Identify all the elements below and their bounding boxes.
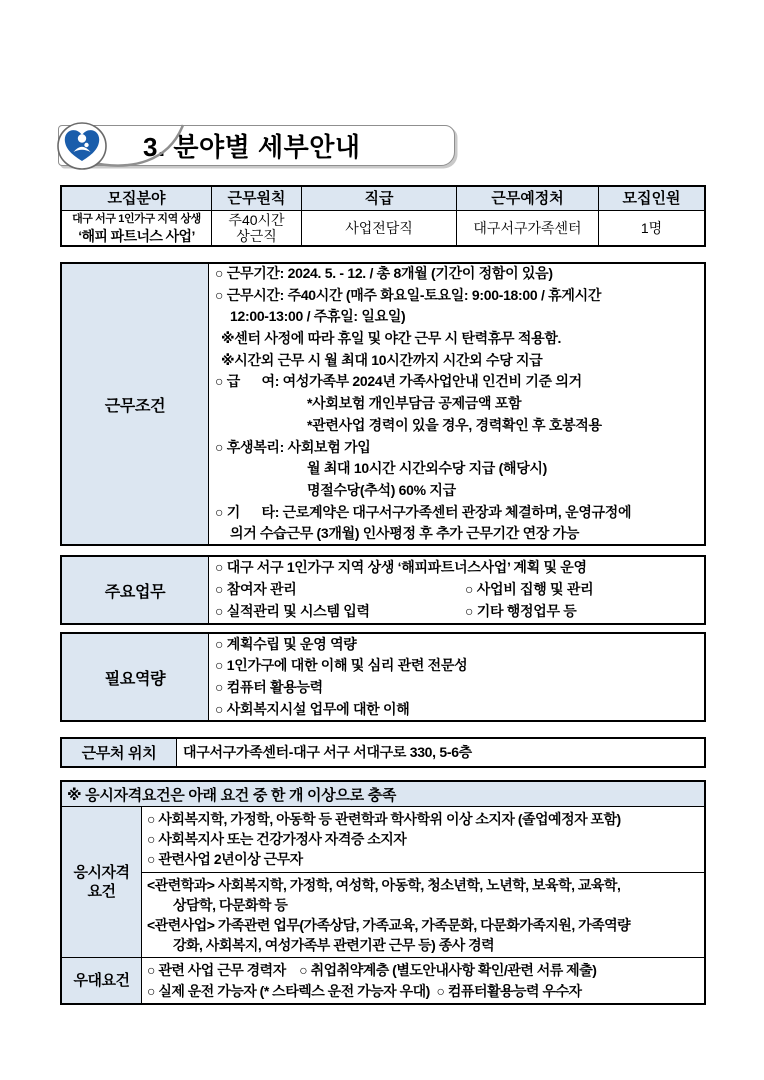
section-label-eligibility (62, 807, 142, 957)
related-line: <관련사업> 가족관련 업무(가족상담, 가족교육, 가족문화, 다문화가족지원, 가족역량 (147, 917, 631, 934)
requirement-line: ○ 관련사업 2년이상 근무자 (147, 851, 303, 868)
duty-line: ○ 사업비 집행 및 관리 (465, 581, 594, 598)
competency-line: ○ 1인가구에 대한 이해 및 심리 관련 전문성 (215, 657, 468, 674)
column-header-field: 모집분야 (62, 187, 212, 211)
condition-line: *사회보험 개인부담금 공제금액 포함 (307, 395, 522, 412)
eligibility-table (60, 780, 706, 1005)
condition-line: ○ 후생복리: 사회보험 가입 (215, 438, 371, 455)
condition-line: ○ 근무시간: 주40시간 (매주 화요일-토요일: 9:00-18:00 / 휴게시간 (215, 286, 602, 303)
column-header-workplace: 근무예정처 (457, 187, 599, 211)
section-location (60, 737, 706, 768)
eligibility-row (62, 807, 704, 958)
preference-line: ○ 실제 운전 가능자 (* 스타렉스 운전 가능자 우대) ○ 컴퓨터활용능력 우수자 (147, 982, 582, 999)
recruit-field-line2: ‘해피 파트너스 사업’ (78, 228, 195, 244)
recruit-field-line1: 대구 서구 1인가구 지역 상생 (72, 213, 201, 225)
condition-line: ○ 기 타: 근로계약은 대구서구가족센터 관장과 체결하며, 운영규정에 (215, 503, 632, 520)
duty-pair-row (215, 579, 698, 601)
eligibility-label-line1: 응시자격 (73, 864, 130, 882)
competency-line: ○ 컴퓨터 활용능력 (215, 679, 323, 695)
condition-line: ○ 급 여: 여성가족부 2024년 가족사업안내 인건비 기준 의거 (215, 373, 582, 390)
duty-line: ○ 참여자 관리 (215, 581, 297, 598)
preference-content (142, 958, 704, 1002)
duty-pair-row (215, 601, 698, 623)
section-label-work-conditions: 근무조건 (62, 264, 209, 544)
requirement-line: ○ 사회복지사 또는 건강가정사 자격증 소지자 (147, 831, 407, 848)
condition-line: ※시간외 근무 시 월 최대 10시간까지 시간외 수당 지급 (221, 351, 543, 368)
location-value: 대구서구가족센터-대구 서구 서대구로 330, 5-6층 (183, 743, 472, 760)
section-work-conditions (60, 262, 706, 546)
recruit-table (60, 185, 706, 247)
condition-line: ○ 근무기간: 2024. 5. - 12. / 총 8개월 (기간이 정함이 있음) (215, 264, 553, 281)
condition-line: 12:00-13:00 / 주휴일: 일요일) (230, 308, 406, 325)
section-label-preference: 우대요건 (62, 958, 142, 1002)
column-header-headcount: 모집인원 (599, 187, 704, 211)
cell-work-schedule (212, 211, 302, 245)
competencies-body (209, 634, 704, 720)
condition-line: 월 최대 10시간 시간외수당 지급 (해당시) (307, 460, 548, 477)
duty-line: ○ 실적관리 및 시스템 입력 (215, 602, 370, 619)
condition-line: ※센터 사정에 따라 휴일 및 야간 근무 시 탄력휴무 적용함. (221, 330, 562, 347)
related-line: 상담학, 다문화학 등 (173, 896, 288, 913)
eligibility-content (142, 807, 704, 957)
requirement-line: ○ 사회복지학, 가정학, 아동학 등 관련학과 학사학위 이상 소지자 (졸업예정자 포함) (147, 811, 621, 827)
condition-line: *관련사업 경력이 있을 경우, 경력확인 후 호봉적용 (307, 416, 602, 433)
competency-line: ○ 계획수립 및 운영 역량 (215, 635, 357, 652)
work-schedule-line1: 주40시간 (228, 212, 285, 228)
eligibility-notice: ※ 응시자격요건은 아래 요건 중 한 개 이상으로 충족 (62, 782, 704, 807)
cell-headcount: 1명 (640, 220, 663, 236)
duty-line: ○ 기타 행정업무 등 (465, 602, 577, 619)
column-header-schedule: 근무원칙 (212, 187, 302, 211)
location-body (177, 739, 704, 766)
competency-line: ○ 사회복지시설 업무에 대한 이해 (215, 700, 410, 717)
section-main-duties (60, 555, 706, 625)
family-center-logo-icon (56, 121, 108, 171)
eligibility-label-line2: 요건 (87, 883, 116, 901)
section-competencies (60, 632, 706, 722)
preference-lines (142, 958, 704, 1002)
cell-recruit-field (62, 211, 212, 245)
page-title: 3. 분야별 세부안내 (143, 132, 361, 162)
eligibility-related (142, 872, 704, 958)
work-schedule-line2: 상근직 (236, 228, 277, 244)
preference-line: ○ 관련 사업 근무 경력자 ○ 취업취약계층 (별도안내사항 확인/관련 서류 제출) (147, 962, 597, 979)
work-conditions-body (209, 264, 704, 544)
section-label-competencies: 필요역량 (62, 634, 209, 720)
cell-workplace: 대구서구가족센터 (457, 211, 599, 245)
cell-job-grade: 사업전담직 (302, 211, 457, 245)
condition-line: 명절수당(추석) 60% 지급 (307, 481, 456, 498)
related-line: 강화, 사회복지, 여성가족부 관련기관 근무 등) 종사 경력 (173, 937, 495, 954)
duty-line: ○ 대구 서구 1인가구 지역 상생 ‘해피파트너스사업’ 계획 및 운영 (215, 559, 587, 576)
section-title-banner (58, 125, 455, 166)
section-label-main-duties: 주요업무 (62, 557, 209, 623)
eligibility-requirements (142, 807, 704, 872)
preference-row (62, 958, 704, 1002)
related-line: <관련학과> 사회복지학, 가정학, 여성학, 아동학, 청소년학, 노년학, 보육학, 교육학, (147, 876, 621, 893)
main-duties-body (209, 557, 704, 623)
column-header-grade: 직급 (302, 187, 457, 211)
section-label-location: 근무처 위치 (62, 739, 177, 766)
condition-line: 의거 수습근무 (3개월) 인사평정 후 추가 근무기간 연장 가능 (230, 525, 580, 542)
